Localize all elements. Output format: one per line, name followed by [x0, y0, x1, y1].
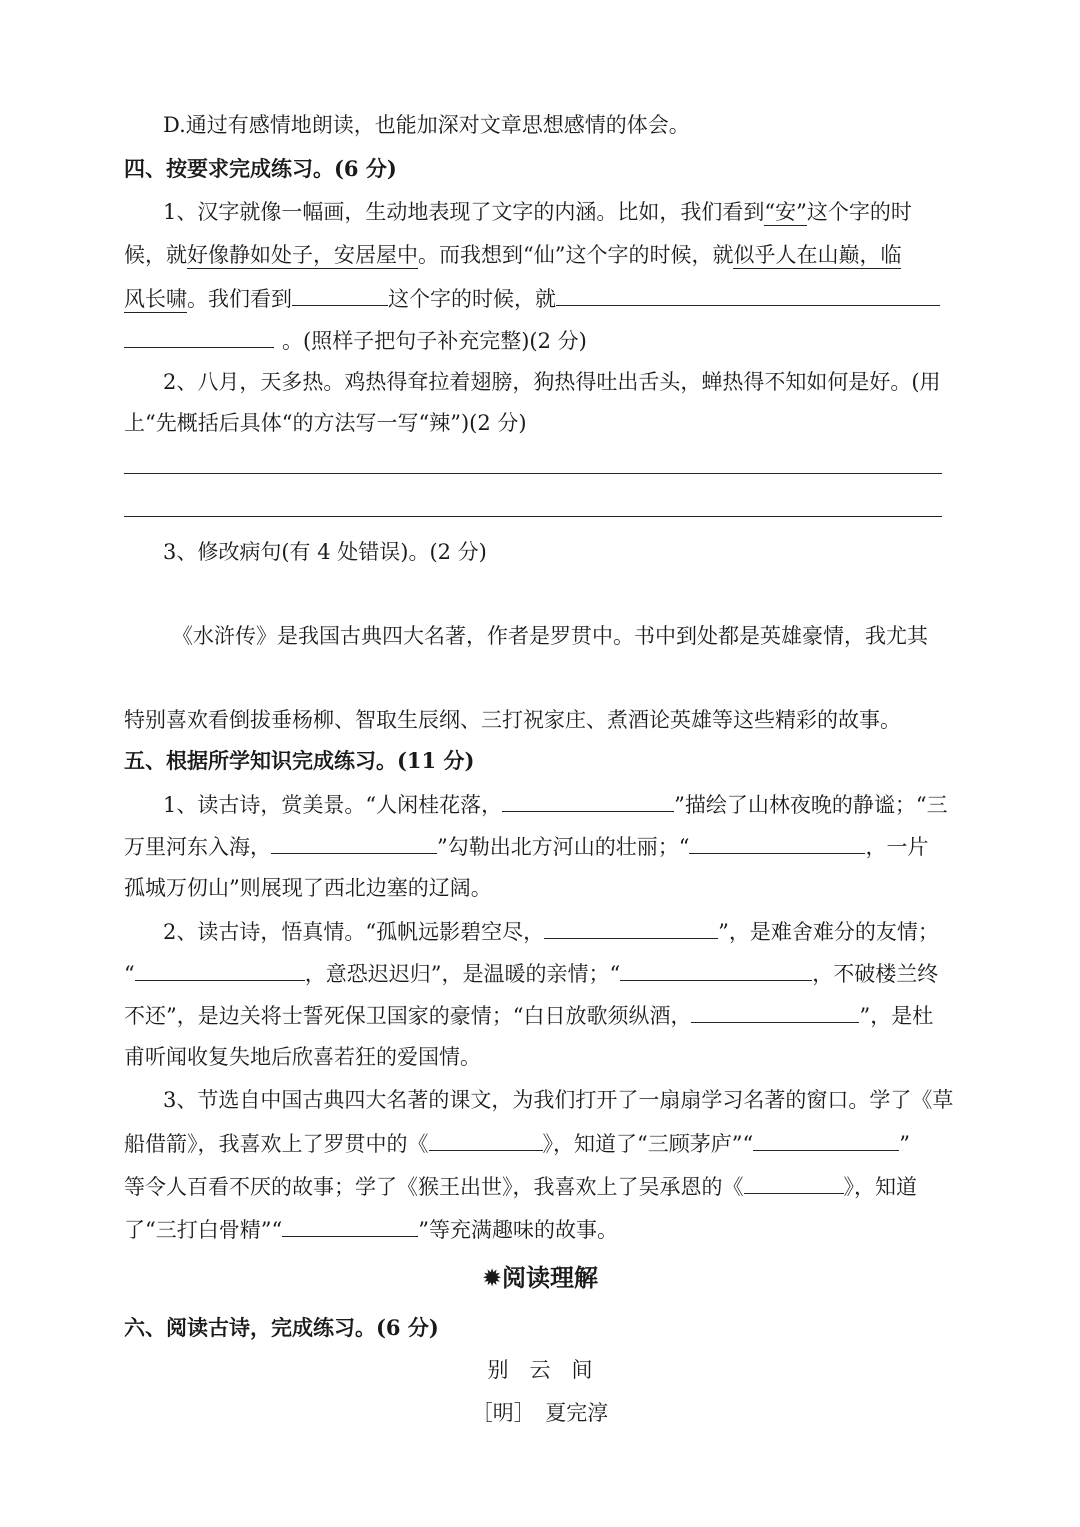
s5-q3-text: 了“三打白骨精”“ — [124, 1218, 283, 1242]
s4-q1-line2 — [124, 240, 1080, 270]
s4-q2-answer-line[interactable] — [124, 473, 942, 474]
poem-title: 别 云 间 — [487, 1358, 593, 1382]
s5-q3-text: 船借箭》，我喜欢上了罗贯中的《 — [124, 1132, 429, 1156]
s5-q3-text: 等令人百看不厌的故事；学了《猴王出世》，我喜欢上了吴承恩的《 — [124, 1175, 744, 1199]
s5-q3-text: ” — [899, 1132, 910, 1156]
s4-q1-example-phrase: 好像静如处子，安居屋中 — [187, 243, 418, 267]
s5-q2-text: ”，是杜 — [859, 1004, 934, 1028]
s4-q1-text: 这个字的时 — [806, 200, 912, 224]
s4-q2-answer-line[interactable] — [124, 516, 942, 517]
s4-q1-example-phrase: 似乎人在山巅，临 — [733, 243, 902, 267]
s5-q3-blank-4[interactable] — [282, 1214, 418, 1237]
poem-author: ［明］ 夏完淳 — [471, 1401, 609, 1425]
reading-heading — [0, 1262, 1080, 1294]
section-6-title: 六、阅读古诗，完成练习。(6 分) — [124, 1315, 439, 1340]
s5-q1-line2 — [124, 831, 1080, 862]
s5-q1-line3: 孤城万仞山”则展现了西北边塞的辽阔。 — [124, 876, 492, 900]
s4-q1-text: 1、汉字就像一幅画，生动地表现了文字的内涵。比如，我们看到 — [163, 200, 765, 224]
s4-q3-line1: 3、修改病句(有 4 处错误)。(2 分) — [163, 540, 487, 564]
s5-q2-text: 不还”，是边关将士誓死保卫国家的豪情；“白日放歌须纵酒， — [124, 1004, 692, 1028]
s5-q3-line4 — [124, 1214, 1080, 1245]
s5-q2-blank-4[interactable] — [691, 1000, 859, 1023]
s5-q3-text: ”等充满趣味的故事。 — [418, 1218, 618, 1242]
s5-q1-text: 万里河东入海， — [124, 835, 271, 859]
s4-q1-line4 — [124, 325, 1080, 356]
s4-q1-line3 — [124, 283, 1080, 314]
s5-q2-line2 — [124, 958, 1080, 989]
s5-q2-line3 — [124, 1000, 1080, 1031]
s5-q1-text: 1、读古诗，赏美景。“人闲桂花落， — [163, 793, 503, 817]
s4-q2-line1: 2、八月，天多热。鸡热得耷拉着翅膀，狗热得吐出舌头，蝉热得不知如何是好。(用 — [163, 370, 941, 394]
s5-q3-blank-3[interactable] — [744, 1171, 844, 1194]
s4-q1-answer-blank[interactable] — [556, 283, 940, 306]
reading-heading-text: 阅读理解 — [502, 1264, 599, 1292]
s5-q2-line1 — [163, 916, 1080, 947]
s5-q1-line1 — [163, 789, 1080, 820]
s4-q3-sentence-2: 特别喜欢看倒拔垂杨柳、智取生辰纲、三打祝家庄、煮酒论英雄等这些精彩的故事。 — [124, 708, 901, 732]
s5-q2-blank-3[interactable] — [620, 958, 812, 981]
s4-q2-line2: 上“先概括后具体“的方法写一写“辣”)(2 分) — [124, 411, 527, 435]
option-d: D.通过有感情地朗读，也能加深对文章思想感情的体会。 — [163, 113, 690, 137]
s5-q3-blank-1[interactable] — [429, 1128, 543, 1151]
s4-q1-example-phrase: 风长啸 — [124, 287, 187, 311]
s5-q1-blank-1[interactable] — [502, 789, 674, 812]
s4-q1-text: 。而我想到“仙”这个字的时候，就 — [418, 243, 734, 267]
s5-q2-text: 2、读古诗，悟真情。“孤帆远影碧空尽， — [163, 920, 545, 944]
s4-q1-text: 这个字的时候，就 — [388, 287, 556, 311]
s5-q2-blank-2[interactable] — [135, 958, 305, 981]
s5-q1-blank-2[interactable] — [271, 831, 437, 854]
s5-q1-text: ”描绘了山林夜晚的静谧；“三 — [674, 793, 948, 817]
s4-q1-instruction: 。(照样子把句子补充完整)(2 分) — [282, 329, 587, 353]
section-5-title: 五、根据所学知识完成练习。(11 分) — [124, 748, 475, 773]
s5-q1-text: ”勾勒出北方河山的壮丽；“ — [437, 835, 690, 859]
s5-q1-text: ，一片 — [865, 835, 929, 859]
s5-q3-blank-2[interactable] — [753, 1128, 899, 1151]
s4-q1-answer-blank-cont[interactable] — [124, 325, 274, 348]
s4-q1-example-char: “安” — [764, 200, 807, 224]
s5-q1-blank-3[interactable] — [689, 831, 865, 854]
s5-q2-blank-1[interactable] — [544, 916, 718, 939]
s4-q1-line1 — [163, 197, 1080, 227]
section-4-title: 四、按要求完成练习。(6 分) — [124, 156, 397, 181]
s5-q3-text: 》，知道 — [843, 1175, 917, 1199]
s5-q2-text: “ — [124, 962, 135, 986]
s5-q2-text: ”，是难舍难分的友情； — [718, 920, 939, 944]
s5-q3-line2 — [124, 1128, 1080, 1159]
s4-q3-sentence-1: 《水浒传》是我国古典四大名著，作者是罗贯中。书中到处都是英雄豪情，我尤其 — [172, 624, 928, 648]
sun-icon: ✹ — [481, 1264, 503, 1292]
s4-q1-char-blank[interactable] — [292, 283, 388, 306]
s5-q2-text: ，意恐迟迟归”，是温暖的亲情；“ — [304, 962, 621, 986]
s5-q2-text: ，不破楼兰终 — [812, 962, 939, 986]
s5-q3-line3 — [124, 1171, 1080, 1202]
s4-q1-text: 候，就 — [124, 243, 187, 267]
s4-q1-text: 。我们看到 — [187, 287, 292, 311]
s5-q3-text: 》，知道了“三顾茅庐”“ — [542, 1132, 754, 1156]
s5-q3-line1: 3、节选自中国古典四大名著的课文，为我们打开了一扇扇学习名著的窗口。学了《草 — [163, 1088, 954, 1112]
s5-q2-line4: 甫听闻收复失地后欣喜若狂的爱国情。 — [124, 1045, 481, 1069]
